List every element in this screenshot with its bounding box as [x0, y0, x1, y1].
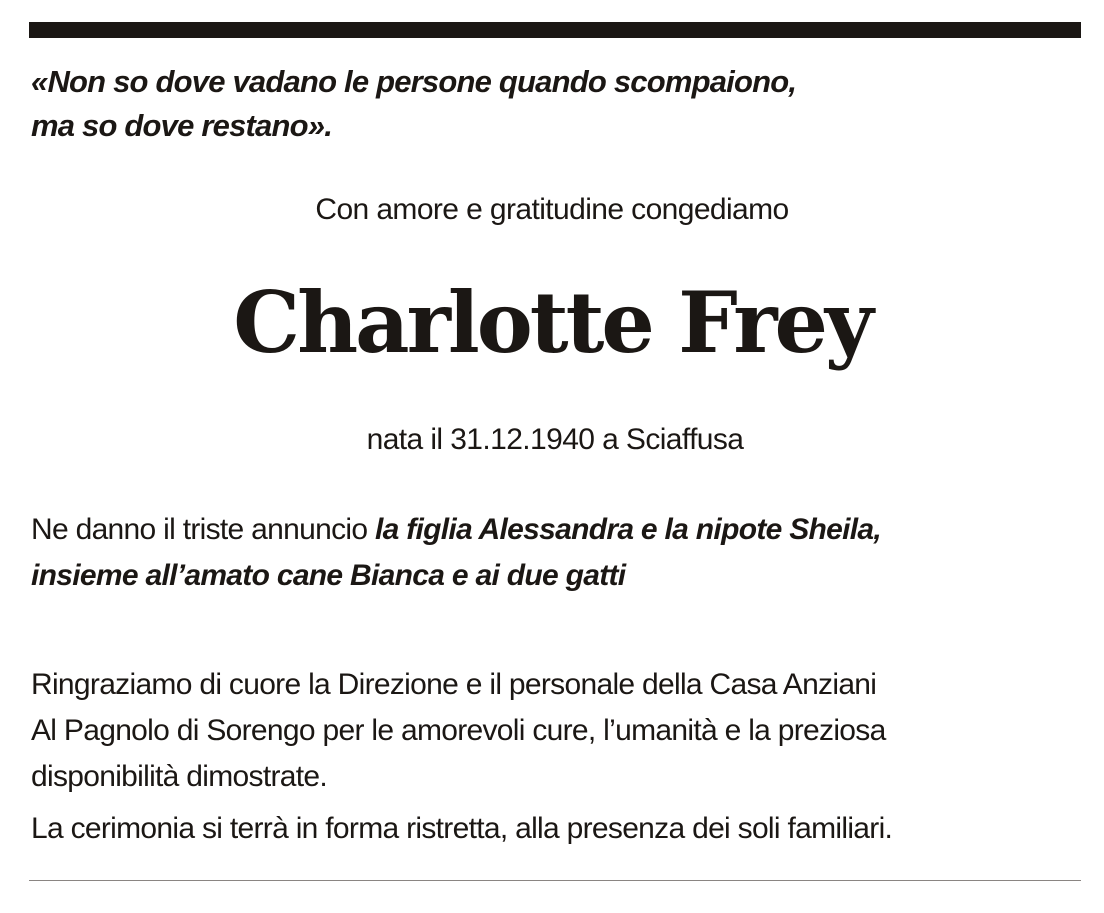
quote-line-2: ma so dove restano».: [31, 108, 333, 143]
birth-info: nata il 31.12.1940 a Sciaffusa: [366, 423, 744, 456]
bottom-rule: [29, 880, 1081, 881]
thanks-line-3: disponibilità dimostrate.: [31, 760, 327, 793]
top-rule: [29, 22, 1081, 38]
family-names-line-2: insieme all’amato cane Bianca e ai due gatti: [31, 559, 626, 592]
announcement-line-1: [31, 507, 1081, 553]
announcement: [31, 507, 1081, 599]
ceremony-notice: La cerimonia si terrà in forma ristretta, alla presenza dei soli familiari.: [31, 812, 893, 845]
intro-text: Con amore e gratitudine congediamo: [315, 193, 789, 226]
deceased-name: Charlotte Frey: [233, 273, 871, 372]
family-names-line-1: la figlia Alessandra e la nipote Sheila,: [374, 513, 882, 546]
announcement-prefix: Ne danno il triste annuncio: [31, 513, 375, 546]
thanks-paragraph: [31, 662, 1081, 800]
epigraph-quote: [31, 60, 1071, 148]
thanks-line-2: Al Pagnolo di Sorengo per le amorevoli cure, l’umanità e la preziosa: [31, 714, 886, 747]
thanks-line-1: Ringraziamo di cuore la Direzione e il personale della Casa Anziani: [31, 668, 877, 701]
announcement-line-2: [31, 553, 1081, 599]
quote-line-1: «Non so dove vadano le persone quando scompaiono,: [31, 64, 797, 99]
